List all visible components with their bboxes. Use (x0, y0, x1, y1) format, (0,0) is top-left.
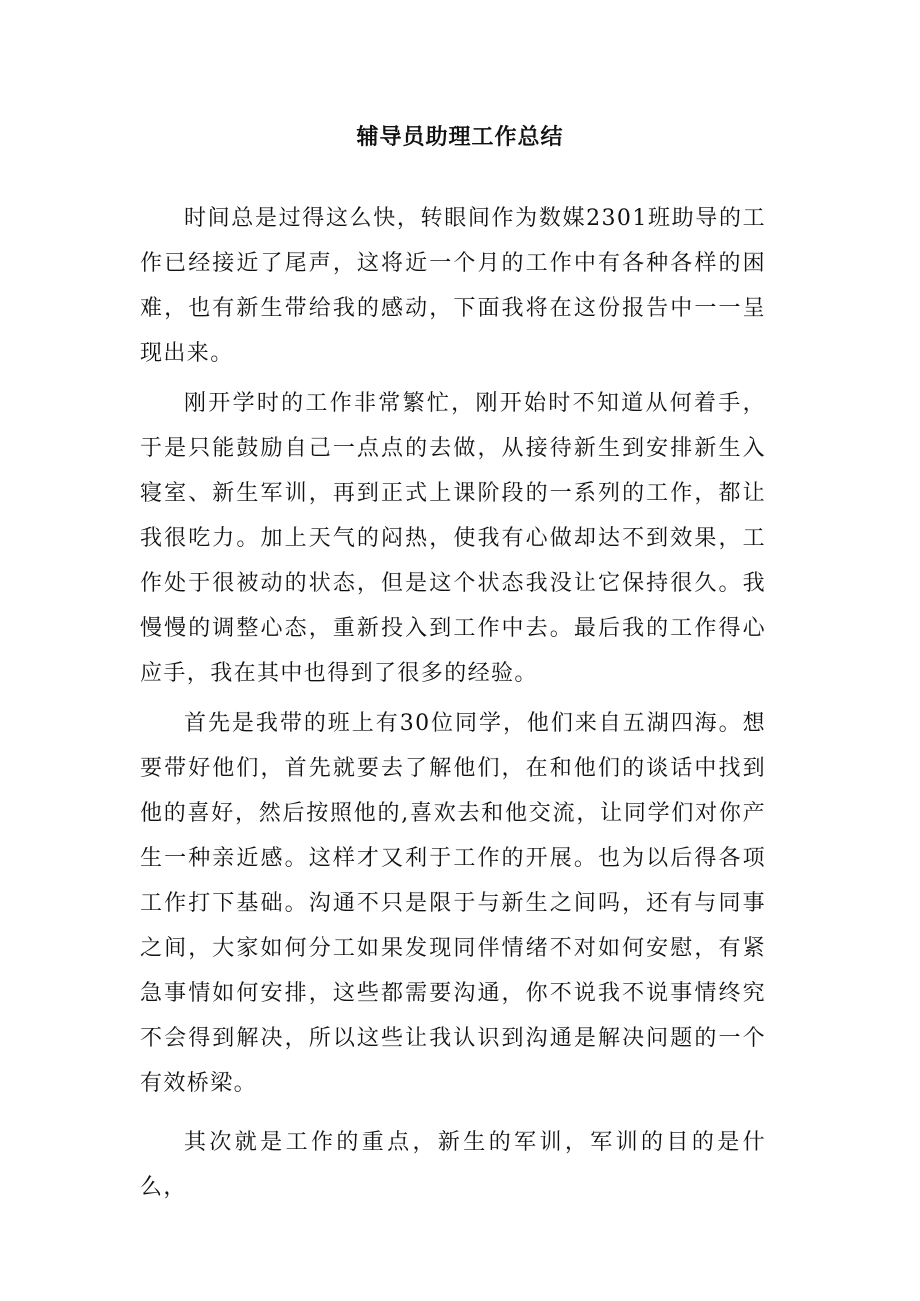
document-title: 辅导员助理工作总结 (356, 125, 564, 150)
paragraph-2: 刚开学时的工作非常繁忙，刚开始时不知道从何着手，于是只能鼓励自己一点点的去做，从接待新生到安排新生入寝室、新生军训，再到正式上课阶段的一系列的工作，都让我很吃力。加上天气的闷热，使我有心做却达不到效果，工作处于很被动的状态，但是这个状态我没让它保持很久。我慢慢的调整心态，重新投入到工作中去。最后我的工作得心应手，我在其中也得到了很多的经验。 (140, 391, 766, 686)
paragraph-1: 时间总是过得这么快，转眼间作为数媒2301班助导的工作已经接近了尾声，这将近一个月的工作中有各种各样的困难，也有新生带给我的感动，下面我将在这份报告中一一呈现出来。 (140, 206, 766, 366)
paragraph-3: 首先是我带的班上有30位同学，他们来自五湖四海。想要带好他们，首先就要去了解他们，在和他们的谈话中找到他的喜好，然后按照他的,喜欢去和他交流，让同学们对你产生一种亲近感。这样才又利于工作的开展。也为以后得各项工作打下基础。沟通不只是限于与新生之间吗，还有与同事之间，大家如何分工如果发现同伴情绪不对如何安慰，有紧急事情如何安排，这些都需要沟通，你不说我不说事情终究不会得到解决，所以这些让我认识到沟通是解决问题的一个有效桥梁。 (140, 711, 766, 1096)
paragraph-4: 其次就是工作的重点，新生的军训，军训的目的是什么， (140, 1130, 766, 1200)
document-body (140, 196, 766, 1210)
